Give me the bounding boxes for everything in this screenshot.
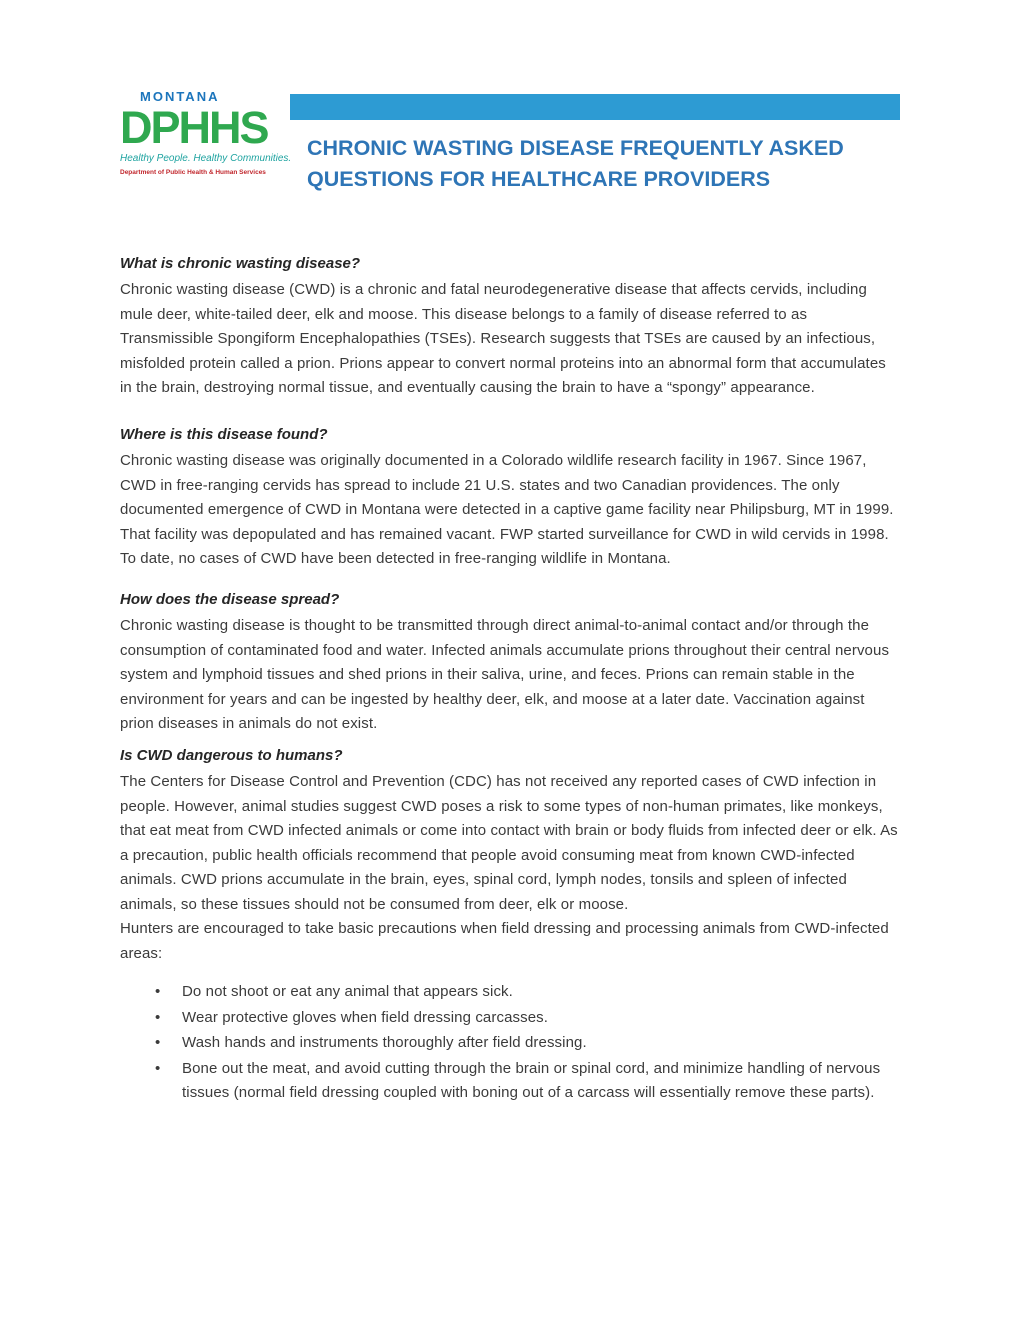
logo-tagline: Healthy People. Healthy Communities. — [120, 153, 292, 164]
section-what-is-cwd — [120, 252, 900, 401]
page-title-rest: FREQUENTLY ASKED QUESTIONS FOR HEALTHCARE PROVIDERS — [307, 136, 844, 192]
section-how-spread — [120, 588, 900, 737]
list-item: • Wear protective gloves when field dressing carcasses. — [120, 1006, 900, 1031]
section-heading: How does the disease spread? — [120, 590, 340, 608]
header-right-column — [290, 85, 900, 210]
dphhs-logo — [120, 85, 290, 176]
section-heading: Where is this disease found? — [120, 425, 328, 443]
page-title-emphasis: CHRONIC WASTING DISEASE — [307, 136, 614, 160]
section-dangerous-to-humans — [120, 744, 900, 1106]
section-paragraph: Chronic wasting disease was originally documented in a Colorado wildlife research facility in 1967. Since 1967, CWD in free-ranging cervids has spread to include 21 U.S. states and two Canadian providences. The only documented emergence of CWD in Montana were detected in a captive game facility near Philipsburg, MT in 1999. That facility was depopulated and has remained vacant. FWP started surveillance for CWD in wild cervids in 1998. To date, no cases of CWD have been detected in free-ranging wildlife in Montana. — [120, 452, 894, 568]
precautions-list — [120, 980, 900, 1106]
list-item: • Do not shoot or eat any animal that appears sick. — [120, 980, 900, 1005]
list-item: • Wash hands and instruments thoroughly after field dressing. — [120, 1031, 900, 1056]
page-title — [290, 133, 900, 195]
section-paragraph: The Centers for Disease Control and Prevention (CDC) has not received any reported cases of CWD infection in people. However, animal studies suggest CWD poses a risk to some types of non-human primates, like monkeys, that eat meat from CWD infected animals or come into contact with brain or body fluids from infected deer or elk. As a precaution, public health officials recommend that people avoid consuming meat from known CWD-infected animals. CWD prions accumulate in the brain, eyes, spinal cord, lymph nodes, tonsils and spleen of infected animals, so these tissues should not be consumed from deer, elk or moose. — [120, 773, 898, 913]
document-masthead — [120, 85, 900, 210]
section-paragraph: Hunters are encouraged to take basic precautions when field dressing and processing animals from CWD-infected areas: — [120, 920, 889, 962]
section-where-found — [120, 423, 900, 572]
logo-agency-text: DPHHS — [120, 102, 268, 153]
section-heading: What is chronic wasting disease? — [120, 254, 361, 272]
list-item: • Bone out the meat, and avoid cutting through the brain or spinal cord, and minimize handling of nervous tissues (normal field dressing coupled with boning out of a carcass will essentially remove these parts). — [120, 1057, 900, 1106]
section-paragraph: Chronic wasting disease is thought to be transmitted through direct animal-to-animal contact and/or through the consumption of contaminated food and water. Infected animals accumulate prions throughout their central nervous system and lymphoid tissues and shed prions in their saliva, urine, and feces. Prions can remain stable in the environment for years and can be ingested by healthy deer, elk, and moose at a later date. Vaccination against prion diseases in animals do not exist. — [120, 617, 890, 733]
section-paragraph: Chronic wasting disease (CWD) is a chronic and fatal neurodegenerative disease that affects cervids, including mule deer, white-tailed deer, elk and moose. This disease belongs to a family of disease referred to as Transmissible Spongiform Encephalopathies (TSEs). Research suggests that TSEs are caused by an infectious, misfolded protein called a prion. Prions appear to convert normal proteins into an abnormal form that accumulates in the brain, destroying normal tissue, and eventually causing the brain to have a “spongy” appearance. — [120, 281, 886, 397]
header-accent-bar — [290, 94, 900, 120]
section-heading: Is CWD dangerous to humans? — [120, 746, 343, 764]
logo-state-text: MONTANA — [140, 89, 220, 104]
logo-department-text: Department of Public Health & Human Services — [120, 169, 266, 176]
document-body — [120, 252, 900, 1106]
